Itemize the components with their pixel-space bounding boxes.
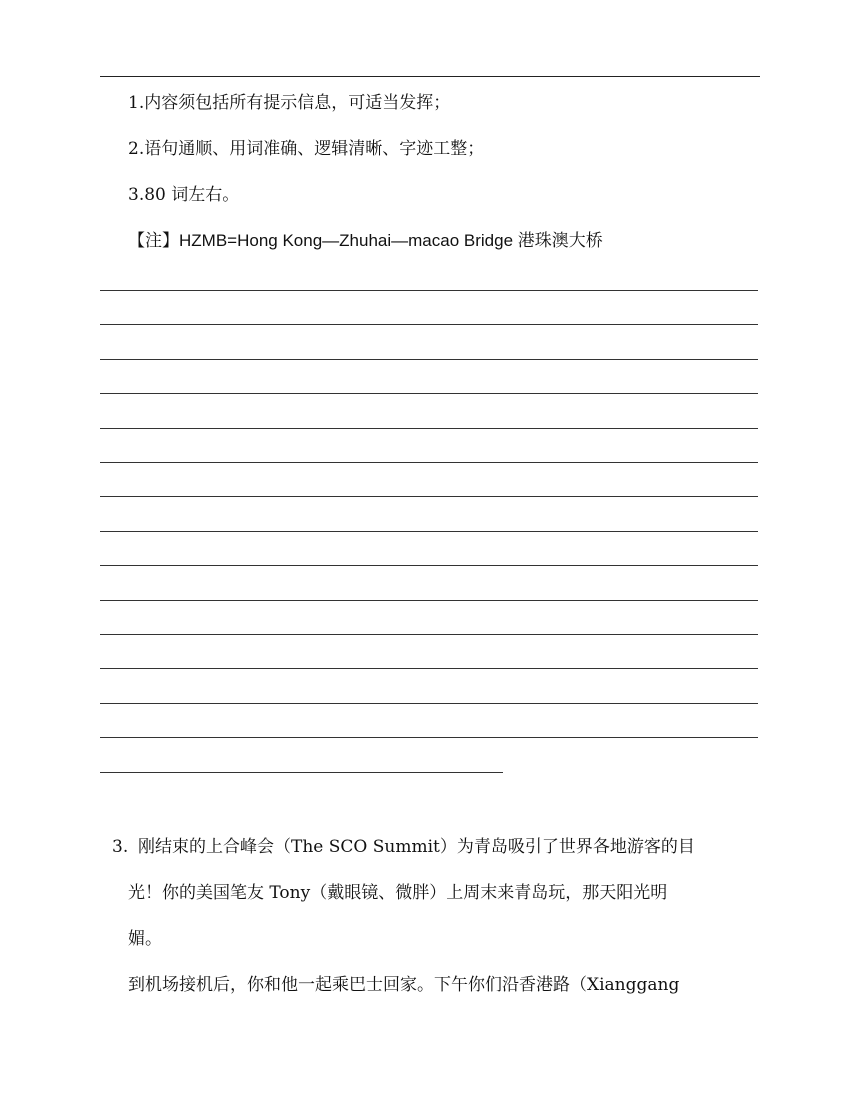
writing-line: [100, 290, 758, 291]
note-bracket: 【注】: [128, 231, 179, 251]
note-text: HZMB=Hong Kong—Zhuhai—macao Bridge 港珠澳大桥: [179, 231, 603, 250]
writing-line: [100, 531, 758, 532]
writing-line-short: [100, 772, 503, 773]
question-line-1: 刚结束的上合峰会（The SCO Summit）为青岛吸引了世界各地游客的目: [138, 837, 695, 857]
writing-line: [100, 324, 758, 325]
requirement-2: 2.语句通顺、用词准确、逻辑清晰、字迹工整；: [128, 139, 485, 159]
question-line-3: 媚。: [128, 929, 162, 949]
writing-line: [100, 359, 758, 360]
writing-line: [100, 496, 758, 497]
writing-line: [100, 634, 758, 635]
top-rule: [100, 76, 760, 77]
writing-line: [100, 462, 758, 463]
writing-line: [100, 737, 758, 738]
writing-line: [100, 393, 758, 394]
question-line-4: 到机场接机后，你和他一起乘巴士回家。下午你们沿香港路（Xianggang: [128, 975, 680, 995]
writing-line: [100, 703, 758, 704]
note-line: [128, 230, 603, 252]
requirement-1: 1.内容须包括所有提示信息，可适当发挥；: [128, 93, 451, 113]
writing-line: [100, 428, 758, 429]
writing-line: [100, 668, 758, 669]
writing-line: [100, 565, 758, 566]
writing-line: [100, 600, 758, 601]
question-number: 3.: [112, 837, 129, 857]
requirement-3: 3.80 词左右。: [128, 185, 240, 205]
question-line-2: 光！你的美国笔友 Tony（戴眼镜、微胖）上周末来青岛玩，那天阳光明: [128, 883, 668, 903]
